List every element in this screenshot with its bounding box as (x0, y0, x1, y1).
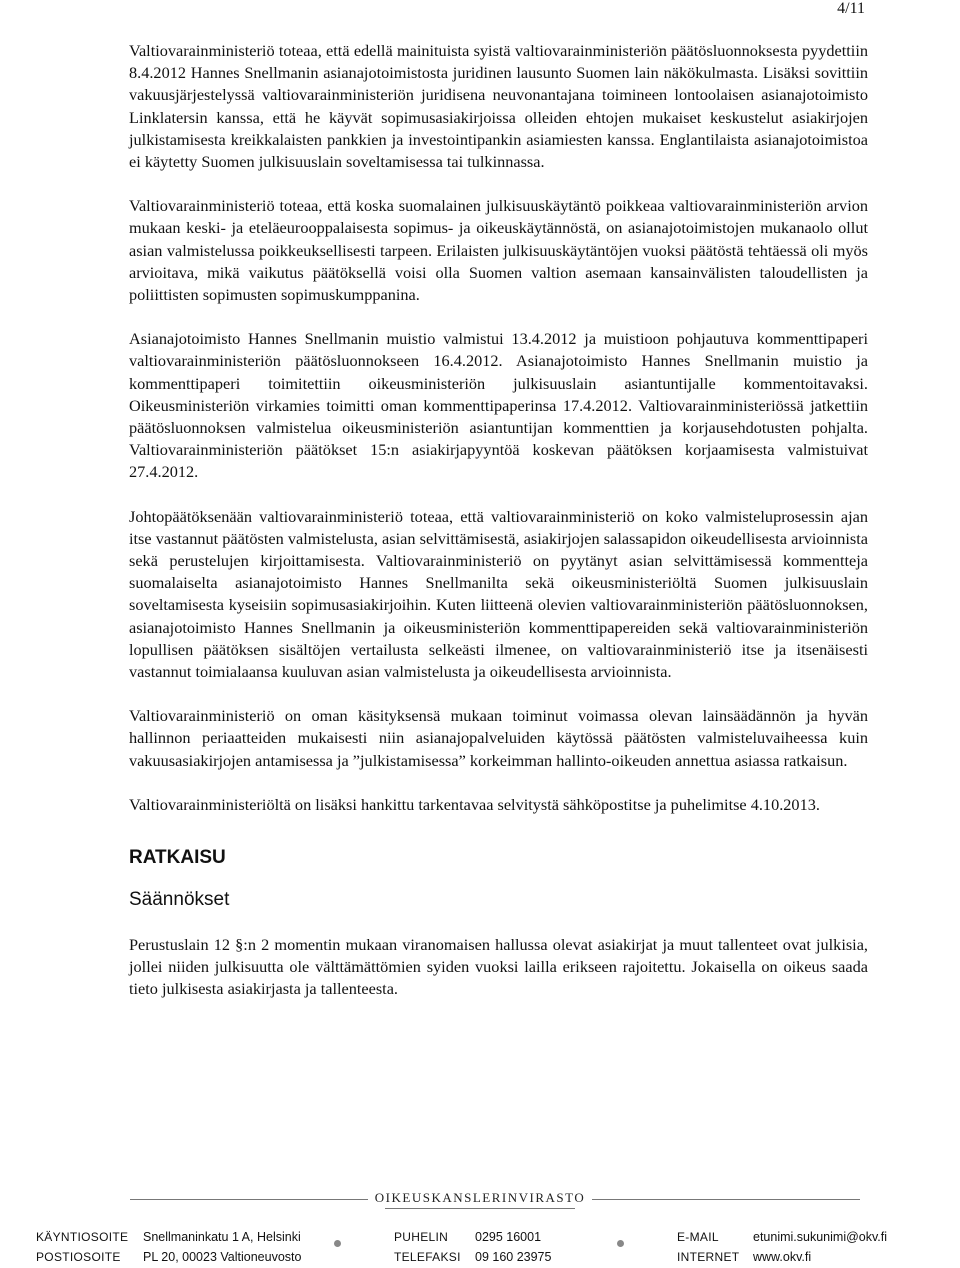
section-heading: RATKAISU (129, 847, 226, 869)
page-number: 4/11 (837, 0, 865, 17)
footer-row-2 (0, 1250, 960, 1268)
footer-brand: OIKEUSKANSLERINVIRASTO (374, 1190, 586, 1205)
email-address[interactable]: etunimi.sukunimi@okv.fi (753, 1230, 888, 1244)
paragraph: Valtiovarainministeriöltä on lisäksi hankittu tarkentavaa selvitystä sähköpostitse ja puhelimitse 4.10.2013. (129, 794, 820, 814)
paragraph: Valtiovarainministeriö on oman käsityksensä mukaan toiminut voimassa olevan lainsäädännön ja hyvän hallinnon periaatteiden mukaisesti niin asianajopalveluiden käytössä päätösten valmisteluvaiheessa kuin vakuusasiakirjojen antamisessa ja ”julkistamisessa” korkeimman hallinto-oikeuden annettua asiassa ratkaisun. (129, 706, 868, 770)
visiting-address-label: KÄYNTIOSOITE (36, 1230, 129, 1244)
fax-number: 09 160 23975 (475, 1250, 552, 1264)
document-body (129, 40, 868, 1022)
phone-label: PUHELIN (394, 1230, 449, 1244)
paragraph: Valtiovarainministeriö toteaa, että koska suomalainen julkisuuskäytäntö poikkeaa valtiovarainministeriön arvion mukaan keski- ja eteläeurooppalaisesta sopimus- ja oikeuskäytännöstä, on asianajotoimistojen mukanaolo ollut asian valmistelussa poikkeuksellisesti tarpeen. Erilaisten julkisuuskäytäntöjen vuoksi päätöstä tehtäessä oli myös arvioitava, mikä vaikutus päätöksellä voisi olla Suomen valtion asemaan kansainvälisten taloudellisten ja poliittisten sopimusten sopimuskumppanina. (129, 196, 868, 305)
paragraph: Johtopäätöksenään valtiovarainministeriö toteaa, että valtiovarainministeriö on koko valmisteluprosessin ajan itse vastannut päätösten valmistelusta, asian selvittämisestä, asiakirjojen salassapidon oikeudellisesta arvioinnista sekä perustelujen kirjoittamisesta. Valtiovarainministeriö on pyytänyt asian selvittämisessä kommentteja suomalaiselta asianajotoimisto Hannes Snellmanilta sekä oikeusministeriöltä Suomen julkisuuslain soveltamisesta kyseisiin sopimusasiakirjoihin. Kuten liitteenä olevien valtiovarainministeriön päätösluonnoksen, asianajotoimisto Hannes Snellmanin ja oikeusministeriön kommenttipapereiden sekä valtiovarainministeriön lopullisen päätöksen sisältöjen vertailusta selkeästi ilmenee, on valtiovarainministeriö itse ja itsenäisesti vastannut toimialaansa kuuluvan asian valmistelusta ja oikeudellisesta arvioinnista. (129, 506, 868, 682)
bullet-dot-icon (617, 1240, 624, 1247)
website-link[interactable]: www.okv.fi (753, 1250, 812, 1264)
email-label: E-MAIL (677, 1230, 719, 1244)
visiting-address: Snellmaninkatu 1 A, Helsinki (143, 1230, 301, 1244)
postal-address: PL 20, 00023 Valtioneuvosto (143, 1250, 302, 1264)
phone-number: 0295 16001 (475, 1230, 542, 1244)
fax-label: TELEFAKSI (394, 1250, 461, 1264)
internet-label: INTERNET (677, 1250, 740, 1264)
paragraph: Asianajotoimisto Hannes Snellmanin muistio valmistui 13.4.2012 ja muistioon pohjautuva kommenttipaperi valtiovarainministeriön päätösluonnokseen 16.4.2012. Asianajotoimisto Hannes Snellmanin muistio ja kommenttipaperi toimitettiin oikeusministeriön julkisuuslain asiantuntijalle kommentoitavaksi. Oikeusministeriön virkamies toimitti oman kommenttipaperinsa 17.4.2012. Valtiovarainministeriössä jatkettiin päätösluonnoksen valmistelua oikeusministeriön asiantuntijan kommenttien ja korjausehdotusten pohjalta. Valtiovarainministeriön päätökset 15:n asiakirjapyyntöä koskevan päätöksen korjaamisesta valmistuivat 27.4.2012. (129, 329, 868, 482)
bullet-dot-icon (334, 1240, 341, 1247)
subheading: Säännökset (129, 889, 230, 911)
footer-row-1 (0, 1230, 960, 1248)
postal-address-label: POSTIOSOITE (36, 1250, 121, 1264)
footer-divider (130, 1199, 368, 1200)
paragraph: Valtiovarainministeriö toteaa, että edellä mainituista syistä valtiovarainministeriön päätösluonnoksesta pyydettiin 8.4.2012 Hannes Snellmanin asianajotoimistosta juridinen lausunto Suomen lain näkökulmasta. Lisäksi sovittiin vakuusjärjestelyssä valtiovarainministeriön juridisena neuvonantajana toimineen lontoolaisen asianajotoimisto Linklatersin kanssa, että he käyvät sopimusasiakirjoissa olleiden ehtojen mukaiset keskustelut asiakirjojen julkistamisesta kreikkalaisten pankkien ja investointipankin asiamiesten kanssa. Englantilaista asianajotoimistoa ei käytetty Suomen julkisuuslain soveltamisessa tai tulkinnassa. (129, 41, 868, 172)
footer-divider (385, 1208, 575, 1209)
footer-divider (592, 1199, 860, 1200)
paragraph: Perustuslain 12 §:n 2 momentin mukaan viranomaisen hallussa olevat asiakirjat ja muut tallenteet ovat julkisia, jollei niiden julkisuutta ole välttämättömien syiden vuoksi lailla erikseen rajoitettu. Jokaisella on oikeus saada tieto julkisesta asiakirjasta ja tallenteesta. (129, 934, 868, 998)
